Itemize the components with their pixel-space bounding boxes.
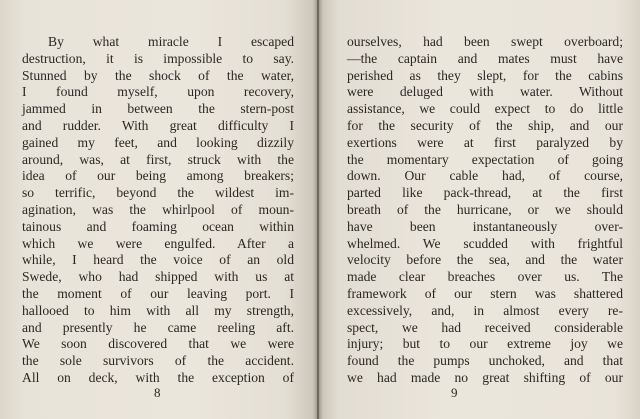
left-page <box>0 0 317 419</box>
text-line: the sole survivors of the accident. <box>22 353 294 369</box>
text-line: while, I heard the voice of an old <box>22 252 294 268</box>
text-line: and rudder. With great difficulty I <box>22 117 294 133</box>
text-line: found the pumps unchoked, and that <box>347 353 623 369</box>
text-line: were deluged with water. Without <box>347 84 623 100</box>
text-line: idea of our being among breakers; <box>22 168 294 184</box>
text-line: hallooed to him with all my strength, <box>22 302 294 318</box>
page-number-right: 9 <box>451 385 458 400</box>
text-line: perished as they slept, for the cabins <box>347 67 623 83</box>
text-line: breath of the hurricane, or we should <box>347 201 623 217</box>
text-line: the momentary expectation of going <box>347 151 623 167</box>
text-line: framework of our stern was shattered <box>347 285 623 301</box>
book-gutter <box>313 0 323 419</box>
left-page-text <box>22 34 294 387</box>
text-line: made clear breaches over us. The <box>347 269 623 285</box>
text-line: around, was, at first, struck with the <box>22 151 294 167</box>
text-line: tainous and foaming ocean within <box>22 218 294 234</box>
text-line: which we were engulfed. After a <box>22 235 294 251</box>
text-line: By what miracle I escaped <box>48 34 294 49</box>
text-line: spect, we had received considerable <box>347 319 623 335</box>
text-line: velocity before the sea, and the water <box>347 252 623 268</box>
right-page-text <box>347 34 623 387</box>
text-line: and presently he came reeling aft. <box>22 319 294 335</box>
text-line: We soon discovered that we were <box>22 336 294 352</box>
text-line: ourselves, had been swept overboard; <box>347 34 623 49</box>
text-line: parted like pack-thread, at the first <box>347 185 623 201</box>
text-line: agination, was the whirlpool of moun- <box>22 201 294 217</box>
text-line: so terrific, beyond the wildest im- <box>22 185 294 201</box>
text-line: gained my feet, and looking dizzily <box>22 134 294 150</box>
text-line: the moment of our leaving port. I <box>22 285 294 301</box>
text-line: I found myself, upon recovery, <box>22 84 294 100</box>
text-line: —the captain and mates must have <box>347 50 623 66</box>
text-line: whelmed. We scudded with frightful <box>347 235 623 251</box>
text-line: we had made no great shifting of our <box>347 369 623 385</box>
text-line: injury; but to our extreme joy we <box>347 336 623 352</box>
text-line: for the security of the ship, and our <box>347 117 623 133</box>
text-line: assistance, we could expect to do little <box>347 101 623 117</box>
right-page <box>319 0 640 419</box>
text-line: exertions were at first paralyzed by <box>347 134 623 150</box>
page-number-left: 8 <box>154 385 161 400</box>
text-line: All on deck, with the exception of <box>22 369 294 385</box>
text-line: have been instantaneously over- <box>347 218 623 234</box>
text-line: Swede, who had shipped with us at <box>22 269 294 285</box>
text-line: Stunned by the shock of the water, <box>22 67 294 83</box>
text-line: jammed in between the stern-post <box>22 101 294 117</box>
text-line: excessively, and, in almost every re- <box>347 302 623 318</box>
text-line: down. Our cable had, of course, <box>347 168 623 184</box>
text-line: destruction, it is impossible to say. <box>22 50 294 66</box>
